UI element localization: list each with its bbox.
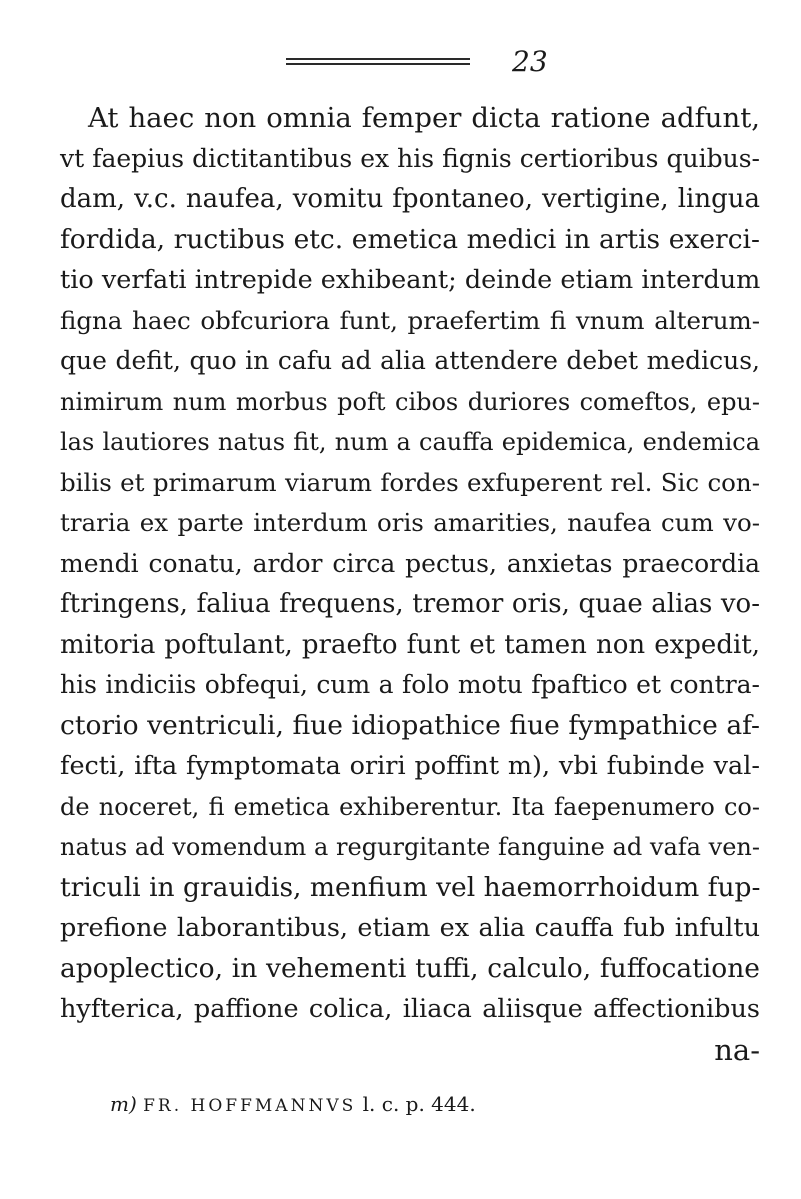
text-line: bilis et primarum viarum fordes exfuperent rel. Sic con- (60, 467, 760, 497)
footnote (110, 1094, 476, 1115)
text-line: tio verfati intrepide exhibeant; deinde etiam interdum (60, 265, 761, 295)
catchword: na- (714, 1032, 760, 1067)
text-line: natus ad vomendum a regurgitante fanguine ad vafa ven- (60, 833, 760, 861)
text-line: At haec non omnia femper dicta ratione adfunt, (88, 102, 760, 134)
body-text (60, 98, 760, 1070)
text-line: de noceret, fi emetica exhiberentur. Ita faepenumero co- (60, 792, 760, 821)
page-number: 23 (512, 45, 548, 78)
header-double-rule (286, 58, 470, 66)
footnote-author: FR. HOFFMANNVS (143, 1096, 357, 1116)
text-line: que defit, quo in cafu ad alia attendere debet medicus, (60, 346, 760, 375)
footnote-marker: m) (110, 1092, 137, 1116)
text-line: fecti, ifta fymptomata oriri poffint m), vbi fubinde val- (60, 751, 760, 781)
text-line: triculi in grauidis, menfium vel haemorrhoidum fup- (60, 871, 761, 903)
text-line: ftringens, faliua frequens, tremor oris, quae alias vo- (60, 589, 760, 619)
text-line: fordida, ructibus etc. emetica medici in artis exerci- (60, 223, 760, 255)
text-line: figna haec obfcuriora funt, praefertim fi vnum alterum- (60, 305, 760, 335)
text-line: mendi conatu, ardor circa pectus, anxietas praecordia (60, 548, 760, 578)
text-line: las lautiores natus fit, num a cauffa epidemica, endemica (60, 428, 760, 456)
text-line: vt faepius dictitantibus ex his fignis certioribus quibus- (60, 143, 760, 173)
footnote-reference: l. c. p. 444. (362, 1092, 476, 1116)
text-line: traria ex parte interdum oris amarities, naufea cum vo- (60, 508, 760, 537)
text-line: prefione laborantibus, etiam ex alia cauffa fub infultu (60, 913, 760, 943)
text-line: apoplectico, in vehementi tuffi, calculo, fuffocatione (60, 952, 760, 984)
header-rule-bottom (286, 63, 470, 65)
header-rule-top (286, 58, 470, 60)
text-line: dam, v.c. naufea, vomitu fpontaneo, vertigine, lingua (60, 184, 760, 214)
text-line: mitoria poftulant, praefto funt et tamen non expedit, (60, 629, 760, 660)
text-line: his indiciis obfequi, cum a folo motu fpaftico et contra- (60, 670, 760, 699)
text-line: ctorio ventriculi, fiue idiopathice fiue fympathice af- (60, 709, 760, 741)
text-line: hyfterica, paffione colica, iliaca aliisque affectionibus (60, 994, 760, 1024)
text-line: nimirum num morbus poft cibos duriores comeftos, epu- (60, 387, 760, 416)
